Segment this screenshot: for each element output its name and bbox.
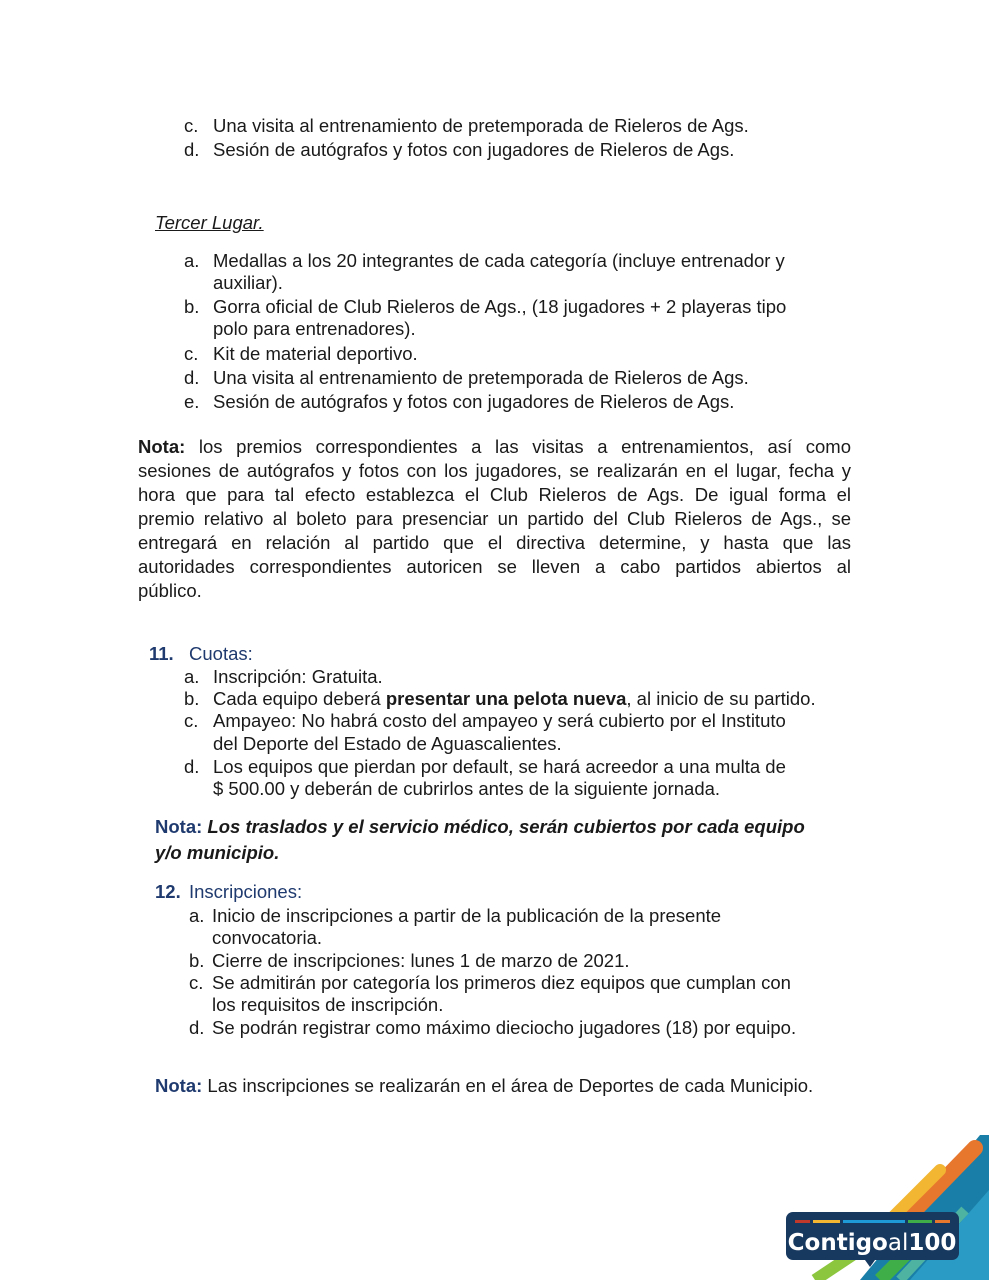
note-line	[138, 435, 851, 459]
note-label: Nota:	[155, 1075, 203, 1096]
note-line: hora que para tal efecto establezca el Club Rieleros de Ags. De igual forma el	[138, 484, 851, 505]
list-item: Una visita al entrenamiento de pretemporada de Rieleros de Ags.	[213, 367, 749, 388]
list-item: Ampayeo: No habrá costo del ampayeo y será cubierto por el Instituto	[213, 710, 786, 731]
list-item: Sesión de autógrafos y fotos con jugadores de Rieleros de Ags.	[213, 139, 735, 160]
list-item: Una visita al entrenamiento de pretemporada de Rieleros de Ags.	[213, 115, 749, 136]
list-marker: c.	[184, 115, 199, 136]
logo-text: Contigoal100	[787, 1230, 957, 1256]
list-marker: e.	[184, 391, 200, 412]
list-item: Inscripción: Gratuita.	[213, 666, 383, 687]
section-title-tercer-lugar: Tercer Lugar.	[155, 212, 264, 233]
list-marker: c.	[184, 343, 199, 364]
list-item: Se podrán registrar como máximo dieciocho jugadores (18) por equipo.	[212, 1017, 797, 1038]
list-item-cont: polo para entrenadores).	[213, 318, 416, 339]
note-label: Nota:	[155, 816, 203, 837]
list-item-cont: del Deporte del Estado de Aguascalientes.	[213, 733, 562, 754]
text: Cada equipo deberá	[213, 688, 386, 709]
list-item-cont: convocatoria.	[212, 927, 323, 948]
bold-text: presentar una pelota nueva	[385, 688, 627, 709]
note-line: premio relativo al boleto para presenciar un partido del Club Rieleros de Ags., se	[138, 508, 851, 529]
list-marker: b.	[189, 950, 205, 971]
list-marker: d.	[184, 756, 200, 777]
list-marker: c.	[189, 972, 204, 993]
note-text: Las inscripciones se realizarán en el área de Deportes de cada Municipio.	[202, 1075, 814, 1096]
section-title-inscripciones: Inscripciones:	[189, 881, 303, 902]
note-line: entregará en relación al partido que el directiva determine, y hasta que las	[138, 532, 851, 553]
list-item: Medallas a los 20 integrantes de cada categoría (incluye entrenador y	[213, 250, 785, 271]
note-line	[155, 1075, 813, 1097]
list-marker: d.	[184, 139, 200, 160]
list-marker: a.	[184, 666, 200, 687]
list-marker: a.	[184, 250, 200, 271]
list-item-cont: los requisitos de inscripción.	[212, 994, 444, 1015]
note-line	[155, 816, 805, 838]
list-item: Los equipos que pierdan por default, se hará acreedor a una multa de	[213, 756, 786, 777]
text: , al inicio de su partido.	[626, 688, 816, 709]
note-line: sesiones de autógrafos y fotos con los jugadores, se realizarán en el lugar, fecha y	[138, 460, 851, 481]
section-number: 11.	[149, 643, 174, 664]
list-marker: d.	[184, 367, 200, 388]
note-text: los premios correspondientes a las visitas a entrenamientos, así como	[185, 436, 851, 457]
note-line: autoridades correspondientes autoricen se lleven a cabo partidos abiertos al	[138, 556, 851, 577]
list-item: Gorra oficial de Club Rieleros de Ags., (18 jugadores + 2 playeras tipo	[213, 296, 787, 317]
section-title-cuotas: Cuotas:	[189, 643, 253, 664]
section-number: 12.	[155, 881, 181, 902]
list-item: Kit de material deportivo.	[213, 343, 418, 364]
list-item: Sesión de autógrafos y fotos con jugadores de Rieleros de Ags.	[213, 391, 735, 412]
list-marker: c.	[184, 710, 199, 731]
list-item	[213, 688, 816, 710]
note-line: y/o municipio.	[155, 842, 280, 863]
list-marker: d.	[189, 1017, 205, 1038]
list-marker: a.	[189, 905, 205, 926]
list-item: Se admitirán por categoría los primeros diez equipos que cumplan con	[212, 972, 791, 993]
list-item-cont: $ 500.00 y deberán de cubrirlos antes de la siguiente jornada.	[213, 778, 721, 799]
list-item-cont: auxiliar).	[213, 272, 283, 293]
list-item: Cierre de inscripciones: lunes 1 de marzo de 2021.	[212, 950, 630, 971]
note-text: Los traslados y el servicio médico, serán cubiertos por cada equipo	[202, 816, 805, 837]
note-line: público.	[138, 580, 202, 601]
contigo-al-100-logo	[760, 1130, 989, 1280]
list-item: Inicio de inscripciones a partir de la publicación de la presente	[212, 905, 722, 926]
note-label: Nota:	[138, 436, 186, 457]
list-marker: b.	[184, 296, 200, 317]
list-marker: b.	[184, 688, 200, 709]
